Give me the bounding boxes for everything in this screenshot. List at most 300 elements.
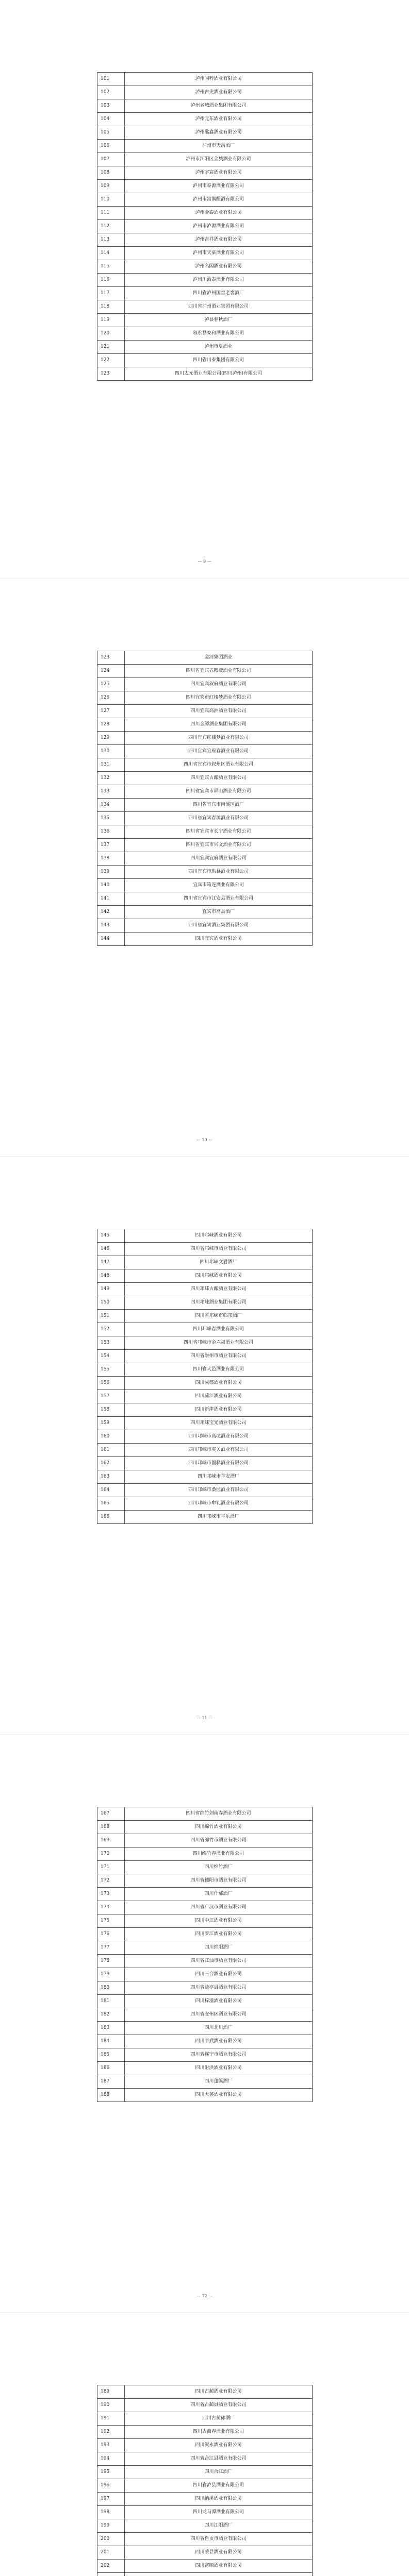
company-name: 四川省宜宾市长宁酒业有限公司	[125, 825, 313, 839]
company-name: 宜宾市筠连酒业有限公司	[125, 879, 313, 892]
table-row	[97, 799, 313, 812]
company-name: 四川宜宾宜府春酒业有限公司	[125, 745, 313, 758]
table-row	[97, 327, 313, 341]
page-number: — 10 —	[196, 1138, 213, 1142]
row-number: 126	[97, 691, 125, 705]
row-number: 111	[97, 207, 125, 220]
row-number: 130	[97, 745, 125, 758]
company-name: 泸州吉祥酒业有限公司	[125, 233, 313, 247]
company-name: 四川省宜宾春源酒业有限公司	[125, 812, 313, 825]
row-number: 183	[97, 2022, 125, 2035]
row-number: 180	[97, 1981, 125, 1995]
table-row	[97, 2573, 313, 2576]
company-name: 四川邛崃市牟礼酒业有限公司	[125, 1497, 313, 1511]
row-number: 159	[97, 1417, 125, 1430]
table-row	[97, 2439, 313, 2452]
company-name: 四川射洪酒业有限公司	[125, 2062, 313, 2075]
table-row	[97, 2452, 313, 2466]
row-number: 190	[97, 2399, 125, 2412]
table-row	[97, 1807, 313, 1821]
company-name: 四川宜宾高洲酒业有限公司	[125, 705, 313, 718]
company-name: 四川邛崃市平乐酒厂	[125, 1511, 313, 1524]
table-row	[97, 1968, 313, 1981]
row-number: 189	[97, 2385, 125, 2399]
row-number: 123	[97, 367, 125, 381]
table-row	[97, 1834, 313, 1848]
company-name: 四川省广汉市酒业有限公司	[125, 1901, 313, 1914]
company-name: 四川成都酒业有限公司	[125, 1377, 313, 1390]
company-name: 四川省宜宾市南溪区酒厂	[125, 799, 313, 812]
row-number: 119	[97, 314, 125, 327]
row-number: 191	[97, 2412, 125, 2426]
table-row	[97, 1955, 313, 1968]
table-row	[97, 86, 313, 99]
table-row	[97, 1390, 313, 1403]
row-number: 165	[97, 1497, 125, 1511]
company-table	[97, 72, 313, 381]
row-number: 150	[97, 1296, 125, 1310]
table-row	[97, 2008, 313, 2022]
row-number: 171	[97, 1861, 125, 1874]
company-name: 四川邛崃文君酒厂	[125, 1256, 313, 1269]
row-number: 163	[97, 1470, 125, 1484]
row-number: 109	[97, 180, 125, 193]
company-name: 泸州市富满酿酒有限公司	[125, 193, 313, 207]
table-row	[97, 2035, 313, 2048]
table-row	[97, 1256, 313, 1269]
row-number: 175	[97, 1914, 125, 1928]
row-number	[97, 2573, 125, 2576]
table-row	[97, 274, 313, 287]
table-row	[97, 1323, 313, 1336]
row-number: 105	[97, 126, 125, 140]
company-name: 四川省自贡市酒业有限公司	[125, 2533, 313, 2546]
company-name: 四川省宜宾五粮液酒业有限公司	[125, 665, 313, 678]
row-number: 154	[97, 1350, 125, 1363]
company-name: 四川省安州区酒业有限公司	[125, 2008, 313, 2022]
row-number: 140	[97, 879, 125, 892]
row-number: 164	[97, 1484, 125, 1497]
table-row	[97, 2493, 313, 2506]
table-row	[97, 1981, 313, 1995]
row-number: 178	[97, 1955, 125, 1968]
company-name: 四川邛崃市桑园酒业有限公司	[125, 1484, 313, 1497]
table-row	[97, 1444, 313, 1457]
company-name: 四川罗江酒业有限公司	[125, 1928, 313, 1941]
company-name: 四川蒲江酒业有限公司	[125, 1390, 313, 1403]
company-name: 泸州市江阳区金城酒业有限公司	[125, 153, 313, 166]
table-row	[97, 354, 313, 367]
table-row	[97, 2399, 313, 2412]
company-name: 四川省崇州市酒业有限公司	[125, 1350, 313, 1363]
company-name: 四川宜宾宜府酒业有限公司	[125, 852, 313, 866]
document-page-5	[0, 2312, 409, 2576]
company-name: 泸州古史酒业有限公司	[125, 86, 313, 99]
row-number: 157	[97, 1390, 125, 1403]
company-name: 泸州国粹酒业有限公司	[125, 73, 313, 86]
company-name: 四川蓬溪酒厂	[125, 2075, 313, 2089]
row-number: 106	[97, 140, 125, 153]
row-number: 182	[97, 2008, 125, 2022]
table-row	[97, 839, 313, 852]
company-name: 泸州老城酒业集团有限公司	[125, 99, 313, 113]
row-number: 184	[97, 2035, 125, 2048]
company-name: 四川邛崃市高埂酒业有限公司	[125, 1430, 313, 1444]
table-row	[97, 1377, 313, 1390]
row-number: 132	[97, 772, 125, 785]
table-row	[97, 1848, 313, 1861]
row-number: 161	[97, 1444, 125, 1457]
table-row	[97, 2560, 313, 2573]
company-name: 四川省邛崃市酒业有限公司	[125, 1243, 313, 1256]
company-name: 四川宜宾市红楼梦酒业有限公司	[125, 691, 313, 705]
row-number: 195	[97, 2466, 125, 2479]
company-name: 四川三台酒业有限公司	[125, 1968, 313, 1981]
table-row	[97, 1430, 313, 1444]
company-name: 四川什邡酒厂	[125, 1888, 313, 1901]
row-number: 134	[97, 799, 125, 812]
company-name: 泸州川渝泰酒业有限公司	[125, 274, 313, 287]
company-name: 四川宜宾酒业有限公司	[125, 933, 313, 946]
company-name: 四川绵竹酒业有限公司	[125, 1821, 313, 1834]
table-row	[97, 1511, 313, 1524]
company-name: 四川省宜宾市屏山酒业有限公司	[125, 785, 313, 799]
table-row	[97, 2412, 313, 2426]
company-name: 四川省宜宾市叙州区酒业有限公司	[125, 758, 313, 772]
table-row	[97, 812, 313, 825]
company-name: 四川中江酒业有限公司	[125, 1914, 313, 1928]
row-number: 133	[97, 785, 125, 799]
table-row	[97, 126, 313, 140]
company-name: 四川宜宾红楼梦酒业有限公司	[125, 732, 313, 745]
row-number: 196	[97, 2479, 125, 2493]
row-number: 177	[97, 1941, 125, 1955]
row-number: 124	[97, 665, 125, 678]
page-number: — 12 —	[196, 2294, 213, 2298]
row-number: 192	[97, 2426, 125, 2439]
table-row	[97, 758, 313, 772]
row-number: 197	[97, 2493, 125, 2506]
company-name: 四川省德阳市酒业有限公司	[125, 1874, 313, 1888]
company-name: 金河集团酒业	[125, 651, 313, 665]
row-number: 172	[97, 1874, 125, 1888]
company-name: 泸州元东酒业有限公司	[125, 113, 313, 126]
row-number: 136	[97, 825, 125, 839]
company-name: 四川邛崃古酿酒业有限公司	[125, 1283, 313, 1296]
table-row	[97, 1821, 313, 1834]
company-table	[97, 651, 313, 946]
table-row	[97, 732, 313, 745]
table-row	[97, 852, 313, 866]
row-number: 108	[97, 166, 125, 180]
company-name: 四川邛崃酒业有限公司	[125, 1269, 313, 1283]
table-row	[97, 1229, 313, 1243]
company-name: 四川纳溪酒业有限公司	[125, 2493, 313, 2506]
row-number: 176	[97, 1928, 125, 1941]
company-name: 四川省古蔺县酒业有限公司	[125, 2399, 313, 2412]
row-number: 170	[97, 1848, 125, 1861]
table-row	[97, 287, 313, 300]
company-name: 泸县春秋酒厂	[125, 314, 313, 327]
document-page-1	[0, 0, 409, 578]
company-name: 泸州名园酒业有限公司	[125, 260, 313, 274]
row-number: 110	[97, 193, 125, 207]
row-number: 144	[97, 933, 125, 946]
table-row	[97, 1861, 313, 1874]
company-name: 四川叙永酒业有限公司	[125, 2439, 313, 2452]
table-row	[97, 2062, 313, 2075]
company-name: 四川省绵竹剑南春酒业有限公司	[125, 1807, 313, 1821]
company-name: 四川古蔺春酒业有限公司	[125, 2426, 313, 2439]
company-name: 四川邛崃酒业集团有限公司	[125, 1296, 313, 1310]
company-name: 泸州市夏酒业	[125, 341, 313, 354]
row-number: 201	[97, 2546, 125, 2560]
company-name: 四川绵竹酒厂	[125, 1861, 313, 1874]
table-row	[97, 2385, 313, 2399]
company-name: 四川省遂宁市酒业有限公司	[125, 2048, 313, 2062]
row-number: 198	[97, 2506, 125, 2519]
table-row	[97, 166, 313, 180]
row-number: 193	[97, 2439, 125, 2452]
table-row	[97, 1995, 313, 2008]
company-name: 四川省绵竹市酒业有限公司	[125, 1834, 313, 1848]
row-number: 155	[97, 1363, 125, 1377]
table-row	[97, 1484, 313, 1497]
table-row	[97, 2022, 313, 2035]
company-name: 四川绵竹春酒业有限公司	[125, 1848, 313, 1861]
table-row	[97, 705, 313, 718]
table-row	[97, 1914, 313, 1928]
company-name: 四川古蔺酒业有限公司	[125, 2385, 313, 2399]
row-number: 112	[97, 220, 125, 233]
row-number: 127	[97, 705, 125, 718]
table-row	[97, 919, 313, 933]
company-name: 泸州宇宸酒业有限公司	[125, 166, 313, 180]
company-name: 四川合江酒厂	[125, 2466, 313, 2479]
row-number: 104	[97, 113, 125, 126]
row-number: 153	[97, 1336, 125, 1350]
row-number: 102	[97, 86, 125, 99]
company-name: 四川大英酒业有限公司	[125, 2089, 313, 2102]
table-row	[97, 193, 313, 207]
row-number: 101	[97, 73, 125, 86]
table-row	[97, 2466, 313, 2479]
company-name: 四川省邛崃市临邛酒厂	[125, 1310, 313, 1323]
row-number: 186	[97, 2062, 125, 2075]
table-row	[97, 260, 313, 274]
table-row	[97, 233, 313, 247]
row-number: 129	[97, 732, 125, 745]
company-name: 四川邛崃宝光酒业有限公司	[125, 1417, 313, 1430]
company-name: 四川邛崃酒业有限公司	[125, 1229, 313, 1243]
company-name: 泸州金泰酒业有限公司	[125, 207, 313, 220]
row-number: 179	[97, 1968, 125, 1981]
company-name: 四川省宜宾市江安县酒业有限公司	[125, 892, 313, 906]
table-row	[97, 718, 313, 732]
row-number: 131	[97, 758, 125, 772]
table-row	[97, 1470, 313, 1484]
company-name: 四川省合江县酒业有限公司	[125, 2452, 313, 2466]
company-name: 四川龙马潭酒业有限公司	[125, 2506, 313, 2519]
row-number: 103	[97, 99, 125, 113]
company-name: 四川省盐亭县酒业有限公司	[125, 1981, 313, 1995]
table-row	[97, 2533, 313, 2546]
company-table	[97, 2385, 313, 2576]
row-number: 162	[97, 1457, 125, 1470]
company-table	[97, 1229, 313, 1524]
table-row	[97, 300, 313, 314]
row-number: 125	[97, 678, 125, 691]
company-name: 泸州市天豪酒业有限公司	[125, 247, 313, 260]
company-name: 四川邛崃市固驿酒业有限公司	[125, 1457, 313, 1470]
table-row	[97, 180, 313, 193]
row-number: 128	[97, 718, 125, 732]
table-row	[97, 2519, 313, 2533]
row-number: 156	[97, 1377, 125, 1390]
row-number: 187	[97, 2075, 125, 2089]
company-name: 泸州酩鑫酒业有限公司	[125, 126, 313, 140]
company-name: 四川北川酒厂	[125, 2022, 313, 2035]
table-row	[97, 2089, 313, 2102]
company-name: 四川荣县酒业有限公司	[125, 2546, 313, 2560]
table-row	[97, 691, 313, 705]
table-row	[97, 1310, 313, 1323]
company-name: 四川宜宾叙府酒业有限公司	[125, 678, 313, 691]
row-number: 141	[97, 892, 125, 906]
row-number: 160	[97, 1430, 125, 1444]
row-number: 115	[97, 260, 125, 274]
table-row	[97, 1243, 313, 1256]
row-number: 158	[97, 1403, 125, 1417]
table-row	[97, 933, 313, 946]
table-row	[97, 220, 313, 233]
table-row	[97, 1403, 313, 1417]
company-name: 四川太元酒业有限公司(四川泸州)有限公司	[125, 367, 313, 381]
table-row	[97, 1350, 313, 1363]
table-row	[97, 2075, 313, 2089]
company-name: 四川江阳酒厂	[125, 2519, 313, 2533]
row-number: 118	[97, 300, 125, 314]
row-number: 116	[97, 274, 125, 287]
row-number: 142	[97, 906, 125, 919]
table-row	[97, 1283, 313, 1296]
company-name: 四川梓潼酒业有限公司	[125, 1995, 313, 2008]
row-number: 166	[97, 1511, 125, 1524]
row-number: 138	[97, 852, 125, 866]
row-number: 122	[97, 354, 125, 367]
row-number: 149	[97, 1283, 125, 1296]
row-number: 173	[97, 1888, 125, 1901]
table-row	[97, 140, 313, 153]
company-name: 四川省泸州国窖老窖酒厂	[125, 287, 313, 300]
table-row	[97, 785, 313, 799]
company-name: 四川省江油市酒业有限公司	[125, 1955, 313, 1968]
table-row	[97, 2426, 313, 2439]
row-number: 117	[97, 287, 125, 300]
company-name: 四川平武酒业有限公司	[125, 2035, 313, 2048]
table-row	[97, 2479, 313, 2493]
document-page-2	[0, 578, 409, 1157]
row-number: 174	[97, 1901, 125, 1914]
row-number: 146	[97, 1243, 125, 1256]
company-name: 四川省邛崃市金六福酒业有限公司	[125, 1336, 313, 1350]
row-number: 107	[97, 153, 125, 166]
row-number: 181	[97, 1995, 125, 2008]
company-name: 四川新津酒业有限公司	[125, 1403, 313, 1417]
table-row	[97, 207, 313, 220]
table-row	[97, 2546, 313, 2560]
row-number: 202	[97, 2560, 125, 2573]
table-row	[97, 825, 313, 839]
table-row	[97, 1417, 313, 1430]
row-number: 200	[97, 2533, 125, 2546]
row-number: 147	[97, 1256, 125, 1269]
row-number: 194	[97, 2452, 125, 2466]
row-number: 145	[97, 1229, 125, 1243]
row-number: 120	[97, 327, 125, 341]
row-number: 121	[97, 341, 125, 354]
table-row	[97, 1296, 313, 1310]
document-page-3	[0, 1156, 409, 1735]
table-row	[97, 2506, 313, 2519]
company-name: 四川省泸县酒业有限公司	[125, 2479, 313, 2493]
row-number: 167	[97, 1807, 125, 1821]
company-name: 泸州市天禹酒厂	[125, 140, 313, 153]
page-number: — 9 —	[198, 559, 211, 564]
table-row	[97, 367, 313, 381]
row-number: 168	[97, 1821, 125, 1834]
table-row	[97, 247, 313, 260]
table-row	[97, 651, 313, 665]
table-row	[97, 772, 313, 785]
company-name: 四川金潭酒业集团有限公司	[125, 718, 313, 732]
table-row	[97, 1941, 313, 1955]
row-number: 199	[97, 2519, 125, 2533]
company-name	[125, 2573, 313, 2576]
table-row	[97, 906, 313, 919]
document-page-4	[0, 1734, 409, 2313]
table-row	[97, 1336, 313, 1350]
company-name: 四川宜宾市珙县酒业有限公司	[125, 866, 313, 879]
company-name: 四川省川泰集团有限公司	[125, 354, 313, 367]
row-number: 123	[97, 651, 125, 665]
row-number: 143	[97, 919, 125, 933]
company-name: 四川古蔺郎酒厂	[125, 2412, 313, 2426]
company-name: 四川宜宾古酿酒业有限公司	[125, 772, 313, 785]
company-name: 叙永县泰和酒业有限公司	[125, 327, 313, 341]
company-name: 四川绵阳酒厂	[125, 1941, 313, 1955]
table-row	[97, 665, 313, 678]
table-row	[97, 1363, 313, 1377]
company-name: 四川邛崃市羊安酒厂	[125, 1470, 313, 1484]
company-name: 四川邛崃市夹关酒业有限公司	[125, 1444, 313, 1457]
table-row	[97, 99, 313, 113]
company-name: 宜宾市高县酒厂	[125, 906, 313, 919]
table-row	[97, 2048, 313, 2062]
table-row	[97, 1874, 313, 1888]
company-name: 四川富顺酒业有限公司	[125, 2560, 313, 2573]
company-name: 泸州市泸源酒业有限公司	[125, 220, 313, 233]
row-number: 152	[97, 1323, 125, 1336]
row-number: 185	[97, 2048, 125, 2062]
table-row	[97, 1269, 313, 1283]
company-name: 四川省大邑酒业有限公司	[125, 1363, 313, 1377]
company-name: 泸州市泰源酒业有限公司	[125, 180, 313, 193]
page-number: — 11 —	[196, 1716, 213, 1720]
table-row	[97, 1457, 313, 1470]
company-name: 四川邛崃春酒业有限公司	[125, 1323, 313, 1336]
row-number: 114	[97, 247, 125, 260]
